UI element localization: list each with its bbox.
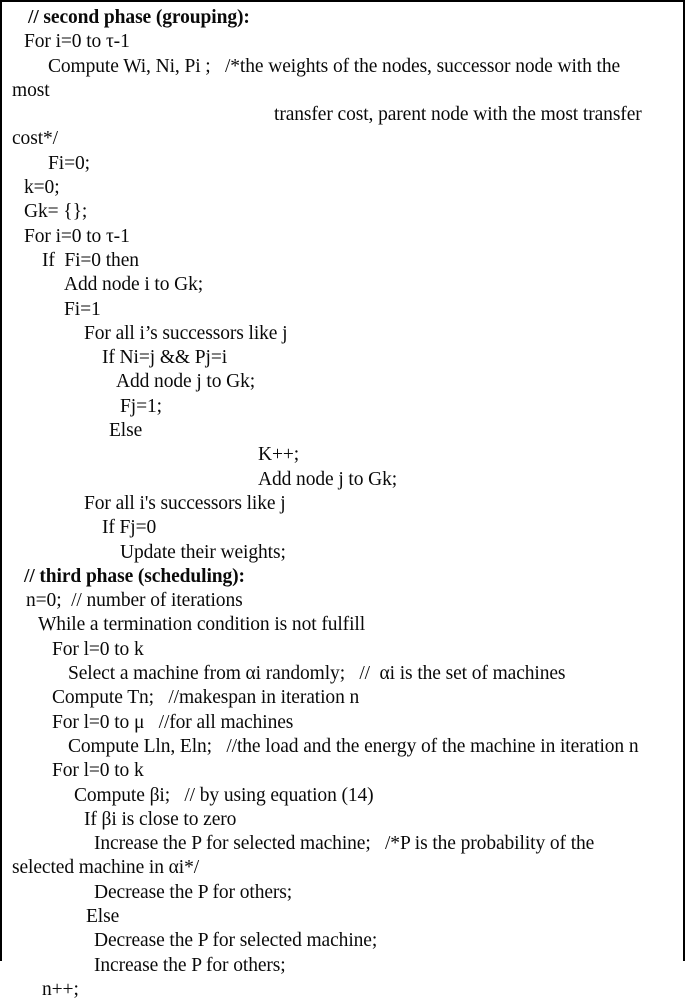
code-line: While a termination condition is not fulfill [38, 614, 366, 636]
code-line: transfer cost, parent node with the most transfer [274, 104, 642, 126]
code-line: Compute βi; // by using equation (14) [74, 784, 374, 806]
code-line: Add node j to Gk; [116, 371, 256, 393]
code-line: n=0; // number of iterations [26, 590, 243, 612]
code-line: For l=0 to k [52, 638, 144, 660]
code-line: For all i’s successors like j [84, 322, 288, 344]
code-listing [2, 2, 683, 1002]
code-line: If Fj=0 [102, 517, 157, 539]
code-line: For all i's successors like j [84, 492, 286, 514]
code-line: Fi=0; [48, 152, 90, 174]
code-line: k=0; [24, 177, 60, 199]
code-line: Increase the P for others; [94, 954, 286, 976]
code-line: Fi=1 [64, 298, 101, 320]
code-line: For i=0 to τ-1 [24, 31, 130, 53]
code-line: Compute Lln, Eln; //the load and the energy of the machine in iteration n [68, 735, 639, 757]
code-line: If Fi=0 then [42, 249, 139, 271]
code-line: For i=0 to τ-1 [24, 225, 130, 247]
code-line: Select a machine from αi randomly; // αi is the set of machines [68, 663, 566, 685]
code-line: Add node j to Gk; [258, 468, 398, 490]
code-line: Decrease the P for others; [94, 881, 293, 903]
code-line: For l=0 to k [52, 760, 144, 782]
code-line: Increase the P for selected machine; /*P is the probability of the [94, 833, 595, 855]
code-line: For l=0 to μ //for all machines [52, 711, 294, 733]
code-line: // third phase (scheduling): [24, 565, 245, 587]
code-line: cost*/ [12, 128, 58, 150]
code-line: If βi is close to zero [84, 808, 237, 830]
code-line: Gk= {}; [24, 201, 88, 223]
code-line: most [12, 79, 50, 101]
code-line: selected machine in αi*/ [12, 857, 200, 879]
code-line: Add node i to Gk; [64, 274, 204, 296]
code-line: Compute Tn; //makespan in iteration n [52, 687, 360, 709]
code-line: Else [109, 420, 143, 442]
code-line: If Ni=j && Pj=i [102, 347, 228, 369]
code-line: n++; [42, 978, 79, 1000]
code-line: Else [86, 905, 120, 927]
code-line: K++; [258, 444, 300, 466]
code-line: Compute Wi, Ni, Pi ; /*the weights of the nodes, successor node with the [48, 55, 621, 77]
code-line: // second phase (grouping): [28, 7, 250, 28]
code-line: Update their weights; [120, 541, 286, 563]
code-line: Fj=1; [120, 395, 162, 417]
code-line: Decrease the P for selected machine; [94, 930, 378, 952]
